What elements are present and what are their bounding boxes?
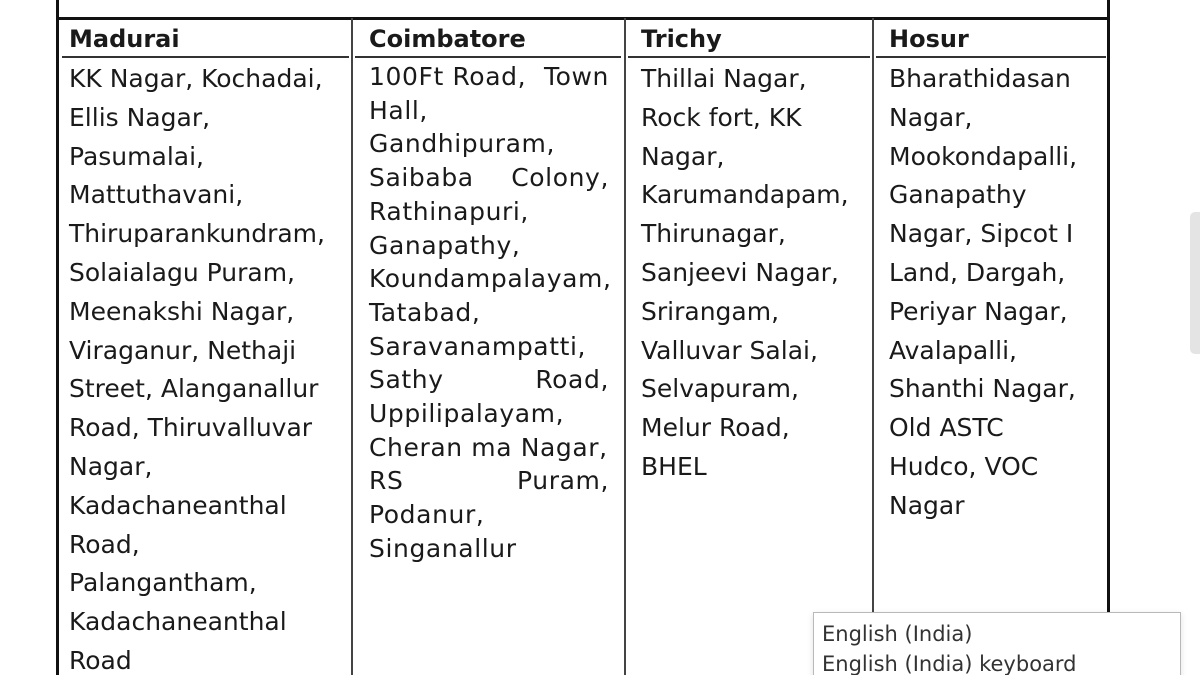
- cell-line: Kadachaneanthal: [69, 607, 287, 637]
- cell-line: Singanallur: [369, 533, 517, 563]
- cell-word: Saibaba: [369, 163, 474, 193]
- cell-word: Road,: [535, 365, 609, 395]
- cell-line: Ganapathy: [889, 180, 1027, 210]
- cell-line: BHEL: [641, 451, 707, 481]
- cell-line: Road: [69, 645, 132, 675]
- cell-line: Koundampalayam,: [369, 264, 612, 294]
- column-divider: [624, 18, 626, 675]
- column-cell: [69, 60, 344, 675]
- cell-line: Land, Dargah,: [889, 257, 1066, 287]
- cell-line: Nagar,: [69, 451, 153, 481]
- cell-line: Selvapuram,: [641, 374, 799, 404]
- cell-line: Mookondapalli,: [889, 141, 1078, 171]
- cell-line: Valluvar Salai,: [641, 335, 818, 365]
- cell-line: Road,: [69, 529, 140, 559]
- table-column-hosur: [889, 20, 1104, 526]
- cell-line: Nagar,: [641, 141, 725, 171]
- cell-word: RS: [369, 466, 404, 496]
- table-column-trichy: [641, 20, 866, 487]
- cell-line: [369, 363, 609, 397]
- cell-line: Tatabad,: [369, 297, 481, 327]
- cell-line: Avalapalli,: [889, 335, 1017, 365]
- keyboard-name: English (India) keyboard: [822, 652, 1077, 675]
- cell-word: Colony,: [511, 163, 609, 193]
- column-divider: [872, 18, 874, 675]
- cell-line: Kadachaneanthal: [69, 490, 287, 520]
- column-header: Trichy: [641, 25, 722, 53]
- column-cell: [889, 60, 1104, 526]
- cell-line: Thillai Nagar,: [641, 64, 807, 93]
- cell-line: Cheran ma Nagar,: [369, 432, 608, 462]
- cell-line: Ganapathy,: [369, 230, 521, 260]
- cell-line: Hudco, VOC: [889, 451, 1039, 481]
- cell-word: Puram,: [517, 466, 609, 496]
- cell-line: [369, 161, 609, 195]
- cell-line: Nagar,: [889, 102, 973, 132]
- cell-line: Meenakshi Nagar,: [69, 296, 295, 326]
- cell-line: Mattuthavani,: [69, 180, 244, 210]
- column-header: Coimbatore: [369, 25, 526, 53]
- cell-line: Sanjeevi Nagar,: [641, 257, 839, 287]
- cell-line: Palangantham,: [69, 568, 257, 598]
- table-column-madurai: [69, 20, 344, 675]
- language-tooltip: [813, 612, 1181, 675]
- cell-line: Gandhipuram,: [369, 129, 556, 159]
- cell-line: Hall,: [369, 95, 428, 125]
- column-cell: [641, 60, 866, 487]
- cell-line: Podanur,: [369, 500, 485, 530]
- cell-line: Thiruparankundram,: [69, 219, 325, 249]
- cell-line: Street, Alanganallur: [69, 374, 319, 404]
- cell-line: Ellis Nagar,: [69, 102, 211, 132]
- column-header: Hosur: [889, 25, 969, 53]
- scrollbar-thumb[interactable]: [1190, 212, 1200, 354]
- cell-line: Thirunagar,: [641, 219, 786, 249]
- cell-line: Old ASTC: [889, 413, 1004, 443]
- cell-line: Uppilipalayam,: [369, 399, 565, 429]
- cell-line: Road, Thiruvalluvar: [69, 413, 313, 443]
- column-divider: [351, 18, 353, 675]
- cell-line: Nagar, Sipcot I: [889, 219, 1074, 249]
- cell-line: Nagar: [889, 490, 965, 520]
- cell-line: Bharathidasan: [889, 64, 1071, 93]
- cell-line: Pasumalai,: [69, 141, 204, 171]
- cell-line: Karumandapam,: [641, 180, 849, 210]
- table-column-coimbatore: [369, 20, 612, 566]
- cell-line: Shanthi Nagar,: [889, 374, 1076, 404]
- cell-line: KK Nagar, Kochadai,: [69, 64, 323, 93]
- cell-line: Solaialagu Puram,: [69, 257, 296, 287]
- cell-line: Rock fort, KK: [641, 102, 802, 132]
- cell-line: Melur Road,: [641, 413, 790, 443]
- language-name: English (India): [822, 622, 973, 646]
- cell-line: Rathinapuri,: [369, 196, 529, 226]
- column-header: Madurai: [69, 25, 180, 53]
- cell-line: Viraganur, Nethaji: [69, 335, 297, 365]
- cell-line: Srirangam,: [641, 296, 780, 326]
- cell-word: 100Ft Road,: [369, 62, 527, 91]
- cell-word: Sathy: [369, 365, 444, 395]
- column-cell: [369, 60, 612, 566]
- cell-word: Town: [543, 62, 609, 91]
- cell-line: Saravanampatti,: [369, 331, 587, 361]
- cell-line: [369, 60, 609, 94]
- cell-line: [369, 464, 609, 498]
- cell-line: Periyar Nagar,: [889, 296, 1068, 326]
